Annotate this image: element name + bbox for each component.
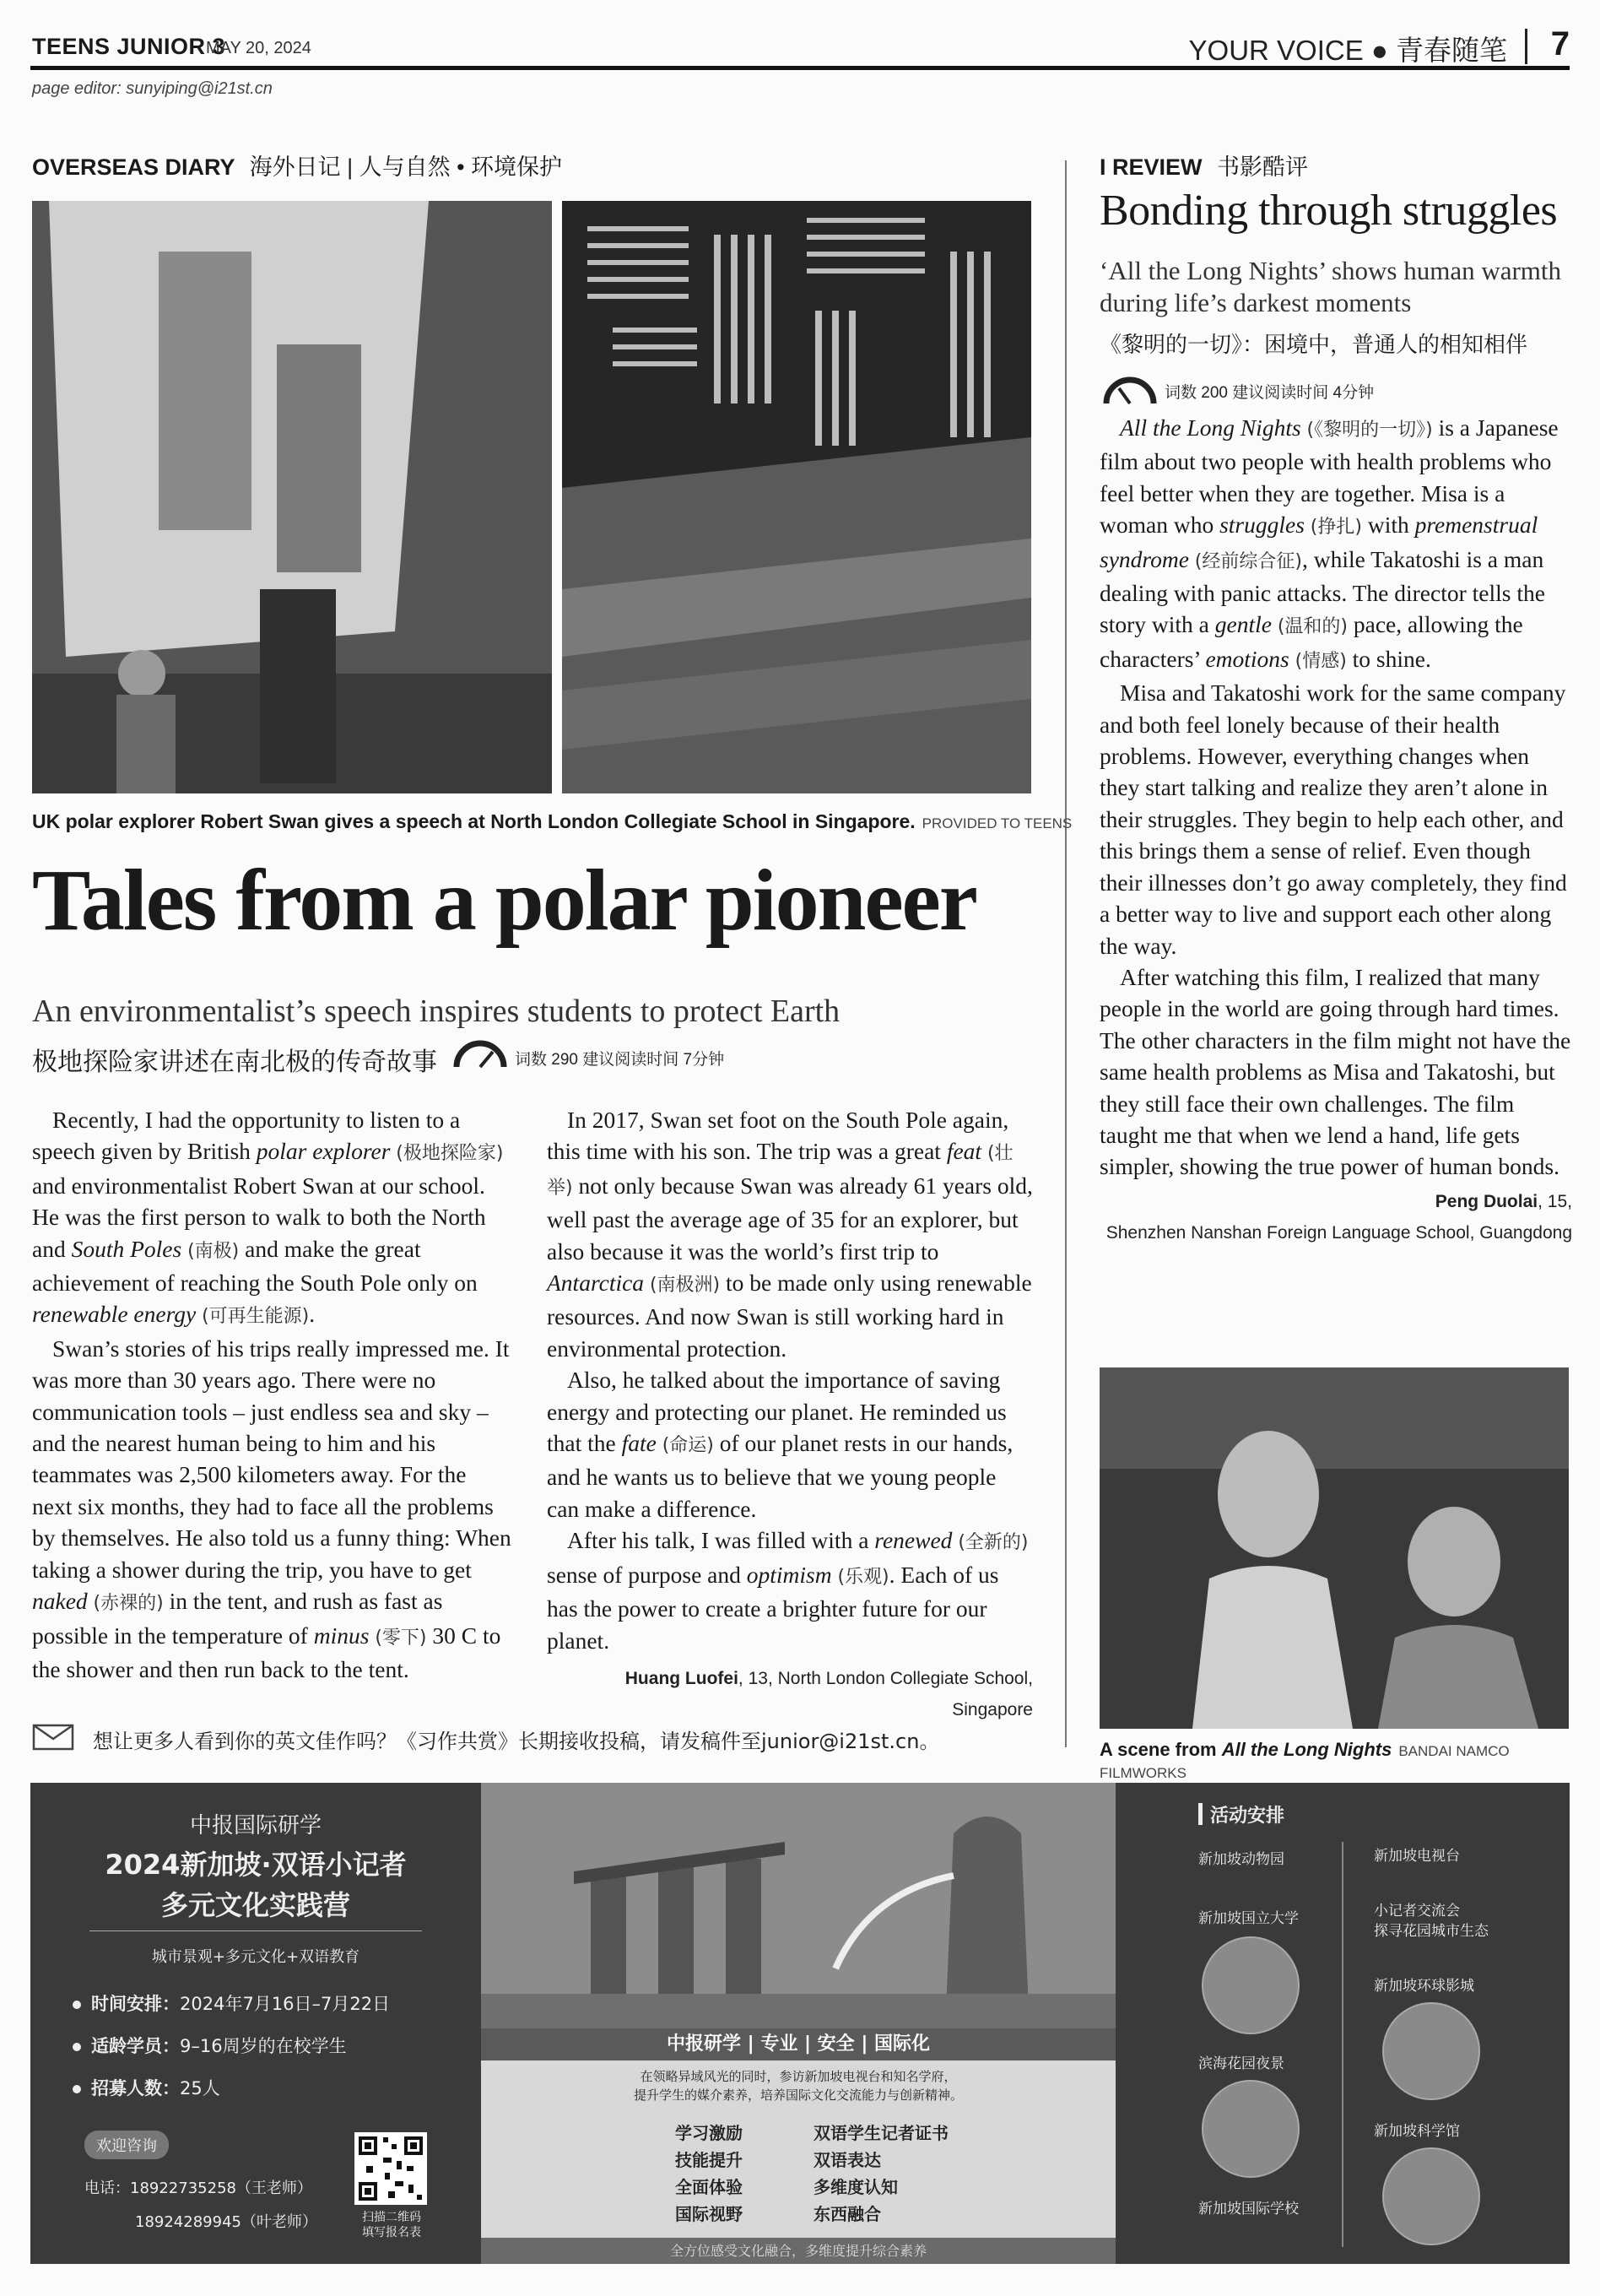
ad-schedule-panel [1116, 1783, 1570, 2264]
kicker-cn: 海外日记 | 人与自然 • 环境保护 [249, 154, 563, 180]
schedule-item: 新加坡国立大学 [1198, 1910, 1299, 1927]
schedule-item: 小记者交流会 探寻花园城市生态 [1374, 1903, 1489, 1940]
main-photo-caption [32, 810, 1072, 833]
article-body-col-2: In 2017, Swan set foot on the South Pole again, this time with his son. The trip was a great feat (壮举) not only because Swan was already 61 years old, well past the average age of 35 for an explorer, but also because it was the world’s first trip to Antarctica (南极洲) to be made only using renewable resources. And now Swan is still working hard in environmental protection. Also, he talked about the importance of saving energy and protecting our planet. He reminded us that the fate (命运) of our planet rests in our hands, and he wants us to believe that we young people can make a difference. After his talk, I was filled with a renewed (全新的) sense of purpose and optimism (乐观). Each of us has the power to create a brighter future for our planet. Huang Luofei, 13, North London Collegiate School, Singapore [547, 1104, 1033, 1726]
article-body-col-1: Recently, I had the opportunity to listen to a speech given by British polar explorer (极地探险家) and environmentalist Robert Swan at our school. He was the first person to walk to both the North and South Poles (南极) and make the great achievement of reaching the South Pole only on renewable energy (可再生能源). Swan’s stories of his trips really impressed me. It was more than 30 years ago. There were no communication tools – just endless sea and sky – and the nearest human being to him and his teammates was 2,500 kilometers away. For the next six months, they had to face all the problems by themselves. He also told us a funny thing: When taking a shower during the trip, you have to get naked (赤裸的) in the tent, and rush as fast as possible in the temperature of minus (零下) 30 C to the shower and then run back to the tent. [32, 1107, 511, 1682]
main-byline [547, 1663, 1033, 1726]
ad-qr-label: 扫描二维码 填写报名表 [362, 2211, 421, 2239]
kicker-en: OVERSEAS DIARY [32, 154, 235, 180]
ad-desc-2: 提升学生的媒介素养，培养国际文化交流能力与创新精神。 [633, 2088, 963, 2103]
review-byline [1100, 1186, 1572, 1217]
schedule-item: 新加坡环球影城 [1374, 1978, 1474, 1995]
schedule-item: 滨海花园夜景 [1198, 2055, 1284, 2072]
section-title: YOUR VOICE ● 青春随笔 [1188, 35, 1507, 66]
review-byline-school: Shenzhen Nanshan Foreign Language School, Guangdong [1105, 1223, 1572, 1243]
ad-description-panel [481, 2060, 1116, 2238]
schedule-photo [1382, 2147, 1480, 2245]
caption-credit: PROVIDED TO TEENS [922, 815, 1073, 831]
ad-row-age: 适龄学员：9–16周岁的在校学生 [73, 2033, 347, 2058]
review-kicker [1100, 149, 1308, 181]
ad-bullets-left: 学习激励 技能提升 全面体验 国际视野 [675, 2123, 743, 2224]
review-caption-text: A scene from [1100, 1739, 1222, 1760]
publication-brand: TEENS JUNIOR 3 [32, 34, 226, 59]
ad-footer-slogan: 全方位感受文化融合，多维度提升综合素养 [481, 2238, 1116, 2264]
review-byline-name: Peng Duolai [1435, 1191, 1538, 1211]
section-kicker [32, 149, 562, 181]
caption-text: UK polar explorer Robert Swan gives a speech at North London Collegiate School in Singapore. [32, 810, 916, 832]
qr-code-icon [354, 2132, 427, 2205]
ad-row-time: 时间安排：2024年7月16日–7月22日 [73, 1990, 390, 2016]
review-byline-age: , 15, [1538, 1191, 1572, 1211]
schedule-photo [1202, 1936, 1300, 2034]
issue-date: MAY 20, 2024 [206, 39, 311, 57]
review-dek-cn: 《黎明的一切》：困境中，普通人的相知相伴 [1100, 332, 1528, 357]
ad-phone-2: 18924289945（叶老师） [135, 2213, 317, 2231]
singapore-skyline-illustration [481, 1783, 1116, 2028]
page-editor: page editor: sunyiping@i21st.cn [32, 79, 273, 98]
main-byline-name: Huang Luofei [624, 1668, 738, 1688]
review-kicker-en: I REVIEW [1100, 154, 1203, 180]
ad-tagline: 城市景观+多元文化+双语教育 [151, 1948, 360, 1966]
review-gauge-icon [1102, 376, 1158, 405]
review-body: All the Long Nights (《黎明的一切》) is a Japanese film about two people with health problems who feel better when they are together. Misa is a woman who struggles (挣扎) with premenstrual syndrome (经前综合征), while Takatoshi is a man dealing with panic attacks. The director tells the story with a gentle (温和的) pace, allowing the characters’ emotions (情感) to shine. Misa and Takatoshi work for the same company and both feel lonely because of their health problems. However, everything changes when they start talking and realize they aren’t alone in their struggles. They begin to help each other, and this brings them a sense of relief. Even though their illnesses don’t go away completely, they find a better way to live and support each other along the way. After watching this film, I realized that many people in the world are going through hard times. The other characters in the film might not have the same health problems as Misa and Takatoshi, but they still face their own challenges. The film taught me that when we lend a hand, life gets simpler, showing the true power of human bonds. Peng Duolai, 15, Shenzhen Nanshan Foreign Language School, Guangdong [1100, 412, 1572, 1249]
review-meta: 词数 200 建议阅读时间 4分钟 [1165, 384, 1375, 402]
schedule-item: 新加坡国际学校 [1198, 2201, 1299, 2217]
ad-left-panel [30, 1783, 481, 2264]
schedule-item: 新加坡电视台 [1374, 1848, 1460, 1865]
schedule-photo [1202, 2080, 1300, 2178]
ad-org: 中报国际研学 [189, 1813, 322, 1838]
ad-consult-badge: 欢迎咨询 [84, 2131, 169, 2159]
article-headline: Tales from a polar pioneer [32, 852, 976, 949]
ad-rule [89, 1930, 422, 1931]
article-dek-cn: 极地探险家讲述在南北极的传奇故事 [32, 1048, 437, 1076]
ad-row-quota: 招募人数：25人 [73, 2075, 220, 2100]
review-dek: ‘All the Long Nights’ shows human warmth during life’s darkest moments [1100, 256, 1562, 317]
schedule-title: 活动安排 [1210, 1806, 1285, 1827]
schedule-timeline [1342, 1842, 1343, 2247]
stage-illustration [32, 201, 552, 793]
schedule-item: 新加坡科学馆 [1374, 2123, 1460, 2140]
column-divider [1065, 160, 1067, 1747]
envelope-icon [32, 1722, 76, 1752]
ad-title-1: 2024新加坡·双语小记者 [105, 1849, 407, 1881]
review-headline: Bonding through struggles [1100, 187, 1558, 235]
ad-phone-1: 电话：18922735258（王老师） [84, 2180, 312, 2197]
photo-speech-stage [32, 201, 552, 793]
article-dek: An environmentalist’s speech inspires students to protect Earth [32, 994, 841, 1029]
photo-film-scene [1100, 1367, 1569, 1729]
reading-gauge-icon [452, 1040, 508, 1069]
page-number: 7 [1550, 25, 1570, 62]
schedule-photo [1382, 2002, 1480, 2100]
contribution-notice: 想让更多人看到你的英文佳作吗？《习作共赏》长期接收投稿，请发稿件至junior@i21st.cn。 [93, 1730, 940, 1753]
film-scene-illustration [1100, 1367, 1569, 1729]
schedule-item: 新加坡动物园 [1198, 1851, 1284, 1868]
article-meta: 词数 290 建议阅读时间 7分钟 [515, 1051, 725, 1069]
photo-audience [562, 201, 1031, 793]
ad-title-2: 多元文化实践营 [160, 1889, 350, 1921]
review-photo-caption [1100, 1739, 1600, 1783]
page-separator [1525, 29, 1527, 64]
ad-desc-1: 在领略异域风光的同时，参访新加坡电视台和知名学府， [640, 2069, 957, 2084]
main-byline-rest: , 13, North London Collegiate School, Singapore [738, 1668, 1033, 1720]
ad-feature-band: 中报研学 | 专业 | 安全 | 国际化 [481, 2028, 1116, 2060]
schedule-marker [1198, 1803, 1203, 1825]
header-rule [30, 66, 1570, 70]
review-caption-credit: BANDAI NAMCO FILMWORKS [1100, 1743, 1510, 1781]
review-caption-film: All the Long Nights [1221, 1739, 1392, 1760]
ad-bullets-right: 双语学生记者证书 双语表达 多维度认知 东西融合 [814, 2123, 949, 2224]
review-kicker-cn: 书影酷评 [1217, 154, 1309, 180]
audience-illustration [562, 201, 1031, 793]
